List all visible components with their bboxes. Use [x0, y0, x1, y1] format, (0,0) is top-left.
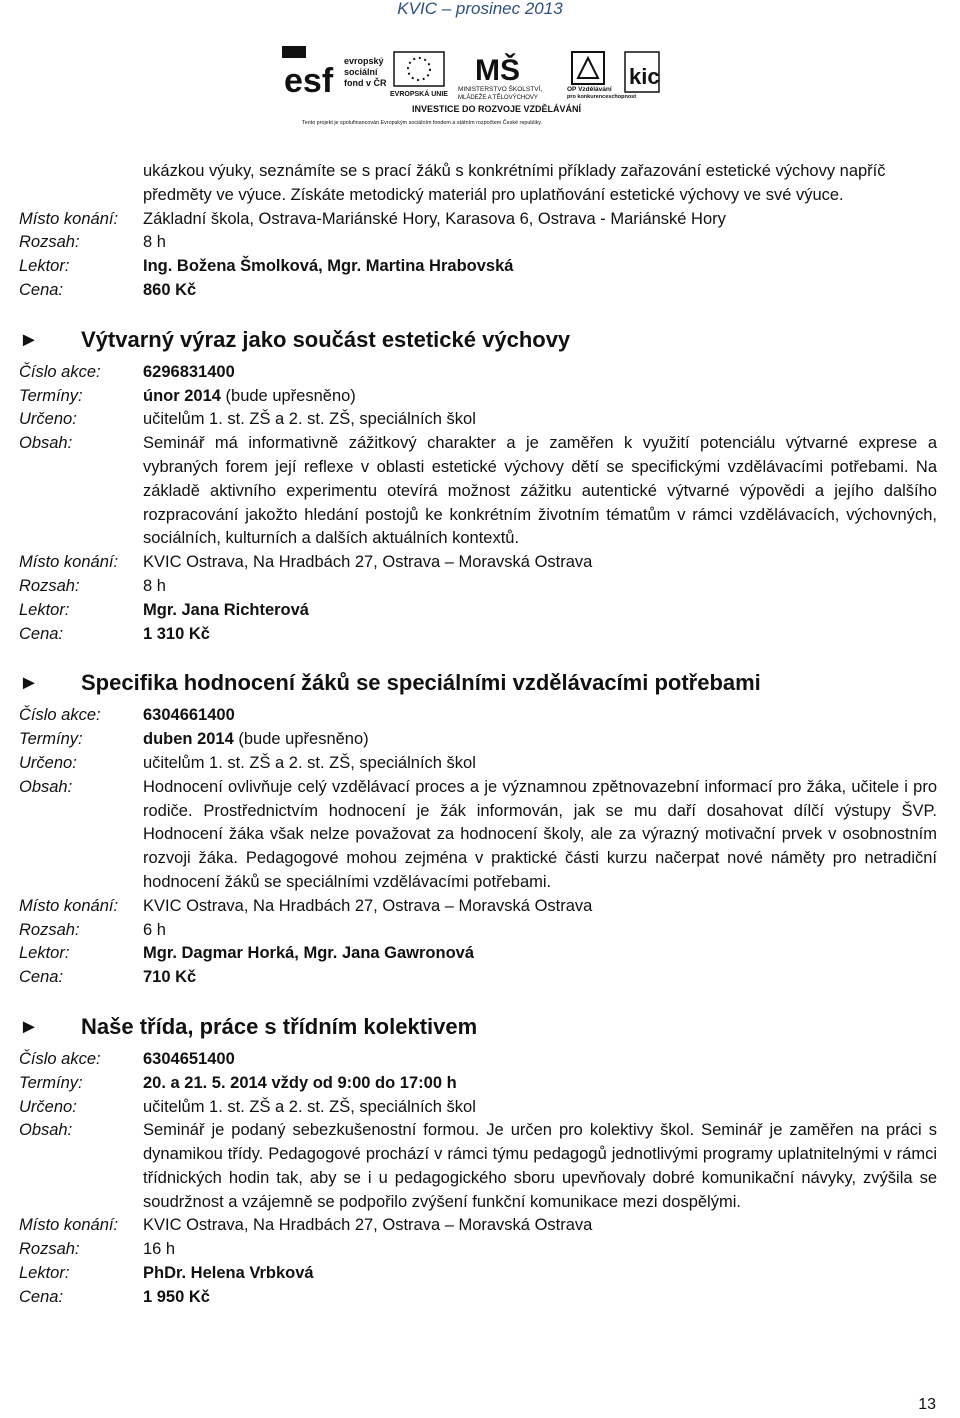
field-urceno: učitelům 1. st. ZŠ a 2. st. ZŠ, speciálních škol	[143, 753, 476, 772]
course-title: Naše třída, práce s třídním kolektivem	[81, 1013, 478, 1039]
field-rozsah: 6 h	[143, 920, 166, 939]
field-urceno: učitelům 1. st. ZŠ a 2. st. ZŠ, speciálních škol	[143, 1097, 476, 1116]
svg-text:esf: esf	[284, 62, 334, 100]
svg-text:pro konkurenceschopnost: pro konkurenceschopnost	[567, 94, 637, 100]
svg-text:MŠ: MŠ	[475, 54, 520, 87]
field-cislo: 6296831400	[143, 362, 235, 381]
intro-line-1: ukázkou výuky, seznámíte se s prací žáků s konkrétními příklady zařazování estetické výchovy napříč	[143, 162, 886, 180]
arrow-icon: ►	[19, 328, 39, 351]
field-terminy: únor 2014	[143, 386, 221, 405]
course-title: Specifika hodnocení žáků se speciálními vzdělávacími potřebami	[81, 670, 761, 696]
field-rozsah: 16 h	[143, 1240, 176, 1259]
field-terminy-note: (bude upřesněno)	[233, 730, 369, 749]
field-cena: 1 950 Kč	[143, 1287, 210, 1306]
field-label: Určeno:	[19, 1097, 77, 1116]
field-label: Číslo akce:	[19, 706, 101, 725]
svg-text:MLÁDEŽE A TĚLOVÝCHOVY: MLÁDEŽE A TĚLOVÝCHOVY	[458, 95, 538, 101]
svg-text:EVROPSKÁ UNIE: EVROPSKÁ UNIE	[390, 91, 448, 98]
field-label: Místo konání:	[19, 553, 119, 572]
field-urceno: učitelům 1. st. ZŠ a 2. st. ZŠ, speciálních škol	[143, 410, 476, 429]
invest-slogan: INVESTICE DO ROZVOJE VZDĚLÁVÁNÍ	[412, 104, 582, 114]
field-label: Rozsah:	[19, 920, 80, 939]
field-obsah: Seminář má informativně zážitkový charakter a je zaměřen k využití potenciálu výtvarné exprese a vybraných forem její reflexe v oblasti estetické výchovy dětí se specifickými vzdělávacími potřebami. Na základě aktivního experimentu otevírá možnost zážitku autentické výtvarné výpovědi a jejího dalšího rozpracování jakožto hledání postojů ke konkrétním životním tématům v rámci vzdělávacích, výchovných, sociálních, kulturních a dalších aktuálních kontextů.	[143, 434, 937, 548]
eu-flag-logo	[390, 52, 448, 98]
field-label: Lektor:	[19, 600, 70, 619]
field-rozsah: 8 h	[143, 576, 166, 595]
course-section-1	[19, 325, 937, 647]
field-lektor: PhDr. Helena Vrbková	[143, 1264, 314, 1283]
field-label: Místo konání:	[19, 1216, 119, 1235]
field-lektor: Ing. Božena Šmolková, Mgr. Martina Hrabovská	[143, 257, 514, 276]
field-cena: 710 Kč	[143, 968, 197, 987]
field-label: Místo konání:	[19, 209, 119, 228]
field-label: Obsah:	[19, 434, 73, 453]
svg-text:MINISTERSTVO ŠKOLSTVÍ,: MINISTERSTVO ŠKOLSTVÍ,	[458, 86, 543, 93]
svg-text:kic: kic	[629, 64, 660, 89]
kvic-logo	[625, 52, 660, 92]
course-section-2	[19, 668, 937, 990]
field-lektor: Mgr. Dagmar Horká, Mgr. Jana Gawronová	[143, 944, 475, 963]
field-label: Místo konání:	[19, 896, 119, 915]
course-heading	[19, 668, 937, 698]
field-label: Cena:	[19, 624, 64, 643]
course-heading	[19, 1012, 937, 1042]
field-label: Obsah:	[19, 777, 73, 796]
field-rozsah: 8 h	[143, 233, 166, 252]
field-label: Určeno:	[19, 753, 77, 772]
field-terminy: duben 2014	[143, 730, 234, 749]
field-label: Cena:	[19, 280, 64, 299]
field-label: Termíny:	[19, 730, 83, 749]
field-label: Určeno:	[19, 410, 77, 429]
arrow-icon: ►	[19, 1015, 39, 1038]
svg-text:sociální: sociální	[344, 67, 378, 77]
page-number: 13	[918, 1396, 936, 1413]
op-vk-logo	[567, 52, 636, 100]
msmt-logo	[458, 53, 542, 101]
svg-text:fond v ČR: fond v ČR	[344, 78, 387, 88]
field-misto: KVIC Ostrava, Na Hradbách 27, Ostrava – Moravská Ostrava	[143, 1216, 593, 1235]
course-title: Výtvarný výraz jako součást estetické výchovy	[81, 326, 571, 352]
field-misto: KVIC Ostrava, Na Hradbách 27, Ostrava – Moravská Ostrava	[143, 553, 593, 572]
field-terminy-note: (bude upřesněno)	[220, 386, 356, 405]
field-cena: 860 Kč	[143, 280, 197, 299]
field-label: Lektor:	[19, 1264, 70, 1283]
field-label: Obsah:	[19, 1121, 73, 1140]
svg-text:evropský: evropský	[344, 56, 384, 66]
course-heading	[19, 325, 937, 355]
field-obsah: Hodnocení ovlivňuje celý vzdělávací proces a je významnou zpětnovazební informací pro žáka, učitele i pro rodiče. Prostřednictvím hodnocení je žák informován, jak se mu daří dosahovat dílčí výstupy ŠVP. Hodnocení žáka však nelze považovat za hodnocení školy, ale za výrazný motivační prvek v osobnostním rozvoji žáka. Pedagogové mohou zejména v praktické části kurzu načerpat nové náměty pro netradiční hodnocení žáků se speciálními vzdělávacími potřebami.	[143, 777, 937, 891]
field-cislo: 6304651400	[143, 1049, 235, 1068]
logo-strip	[282, 44, 662, 126]
field-label: Lektor:	[19, 944, 70, 963]
intro-line-2: předměty ve výuce. Získáte metodický materiál pro uplatňování estetické výchovy ve své výuce.	[143, 185, 844, 204]
field-obsah: Seminář je podaný sebezkušenostní formou. Je určen pro kolektivy škol. Seminář je zaměřen na práci s dynamikou třídy. Pedagogové prochází v rámci týmu pedagogů jednotlivými programy uplatnitelnými v rámci třídnických hodin tak, aby se i u pedagogického sboru upevňovaly dobré komunikační návyky, zvýšila se soudržnost a vzájemně se podpořilo zvýšení funkční komunikace mezi dospělými.	[143, 1121, 937, 1211]
field-cena: 1 310 Kč	[143, 624, 210, 643]
field-misto: KVIC Ostrava, Na Hradbách 27, Ostrava – Moravská Ostrava	[143, 896, 593, 915]
cofinance-note: Tento projekt je spolufinancován Evropským sociálním fondem a státním rozpočtem České republiky.	[302, 120, 543, 126]
document-body	[19, 160, 937, 1310]
field-label: Lektor:	[19, 257, 70, 276]
svg-text:OP Vzdělávání: OP Vzdělávání	[567, 86, 612, 93]
field-label: Cena:	[19, 1287, 64, 1306]
field-label: Termíny:	[19, 386, 83, 405]
field-label: Rozsah:	[19, 233, 80, 252]
field-label: Číslo akce:	[19, 1049, 101, 1068]
field-label: Termíny:	[19, 1073, 83, 1092]
intro-section	[19, 160, 937, 303]
field-cislo: 6304661400	[143, 706, 235, 725]
course-section-3	[19, 1012, 937, 1310]
esf-logo	[282, 46, 387, 100]
field-label: Číslo akce:	[19, 362, 101, 381]
field-label: Rozsah:	[19, 1240, 80, 1259]
page-header-title: KVIC – prosinec 2013	[397, 0, 563, 18]
field-lektor: Mgr. Jana Richterová	[143, 600, 309, 619]
arrow-icon: ►	[19, 672, 39, 695]
field-misto: Základní škola, Ostrava-Mariánské Hory, Karasova 6, Ostrava - Mariánské Hory	[143, 209, 726, 228]
field-label: Cena:	[19, 968, 64, 987]
field-label: Rozsah:	[19, 576, 80, 595]
field-terminy: 20. a 21. 5. 2014 vždy od 9:00 do 17:00 h	[143, 1073, 457, 1092]
